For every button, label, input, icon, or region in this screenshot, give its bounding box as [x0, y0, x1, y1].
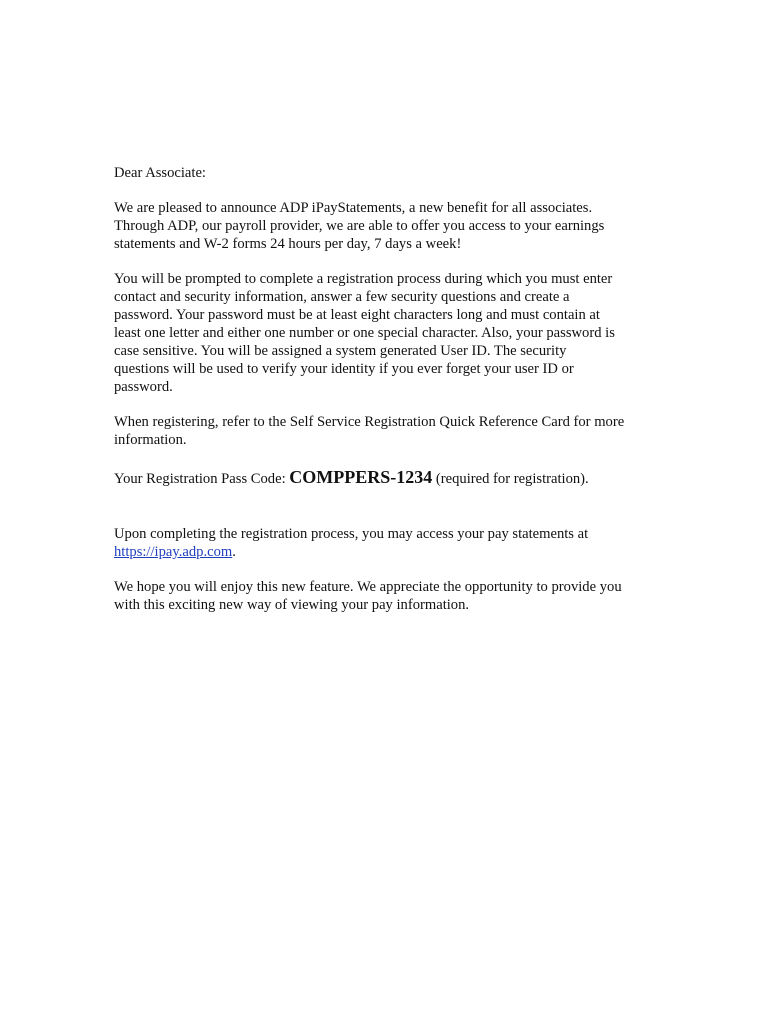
passcode-line	[114, 466, 659, 490]
paragraph-line: When registering, refer to the Self Service Registration Quick Reference Card for more	[114, 414, 625, 430]
greeting: Dear Associate:	[114, 165, 206, 181]
paragraph-line: information.	[114, 432, 187, 448]
registration-passcode: COMPPERS-1234	[289, 467, 433, 487]
paragraph-line: least one letter and either one number or one special character. Also, your password is	[114, 325, 615, 341]
paragraph-announcement	[114, 199, 659, 253]
passcode-suffix: (required for registration).	[432, 471, 589, 487]
paragraph-line: We hope you will enjoy this new feature. We appreciate the opportunity to provide you	[114, 579, 622, 595]
paragraph-closing	[114, 578, 659, 614]
paragraph-line: password. Your password must be at least eight characters long and must contain at	[114, 307, 600, 323]
paragraph-line: You will be prompted to complete a registration process during which you must enter	[114, 271, 613, 287]
passcode-prefix: Your Registration Pass Code:	[114, 471, 290, 487]
ipay-link[interactable]: https://ipay.adp.com	[114, 544, 233, 560]
paragraph-registration	[114, 270, 659, 396]
paragraph-line	[114, 543, 659, 561]
paragraph-access	[114, 525, 659, 561]
paragraph-line: with this exciting new way of viewing your pay information.	[114, 597, 470, 613]
paragraph-line: We are pleased to announce ADP iPayStatements, a new benefit for all associates.	[114, 200, 593, 216]
letter-body	[114, 164, 659, 614]
paragraph-line: questions will be used to verify your identity if you ever forget your user ID or	[114, 361, 574, 377]
paragraph-line: password.	[114, 379, 173, 395]
paragraph-line: statements and W-2 forms 24 hours per day, 7 days a week!	[114, 236, 462, 252]
paragraph-line: Upon completing the registration process, you may access your pay statements at	[114, 526, 589, 542]
link-period: .	[232, 544, 236, 560]
paragraph-line: Through ADP, our payroll provider, we are able to offer you access to your earnings	[114, 218, 605, 234]
paragraph-line: contact and security information, answer a few security questions and create a	[114, 289, 570, 305]
paragraph-line: case sensitive. You will be assigned a system generated User ID. The security	[114, 343, 567, 359]
paragraph-reference-card	[114, 413, 659, 449]
